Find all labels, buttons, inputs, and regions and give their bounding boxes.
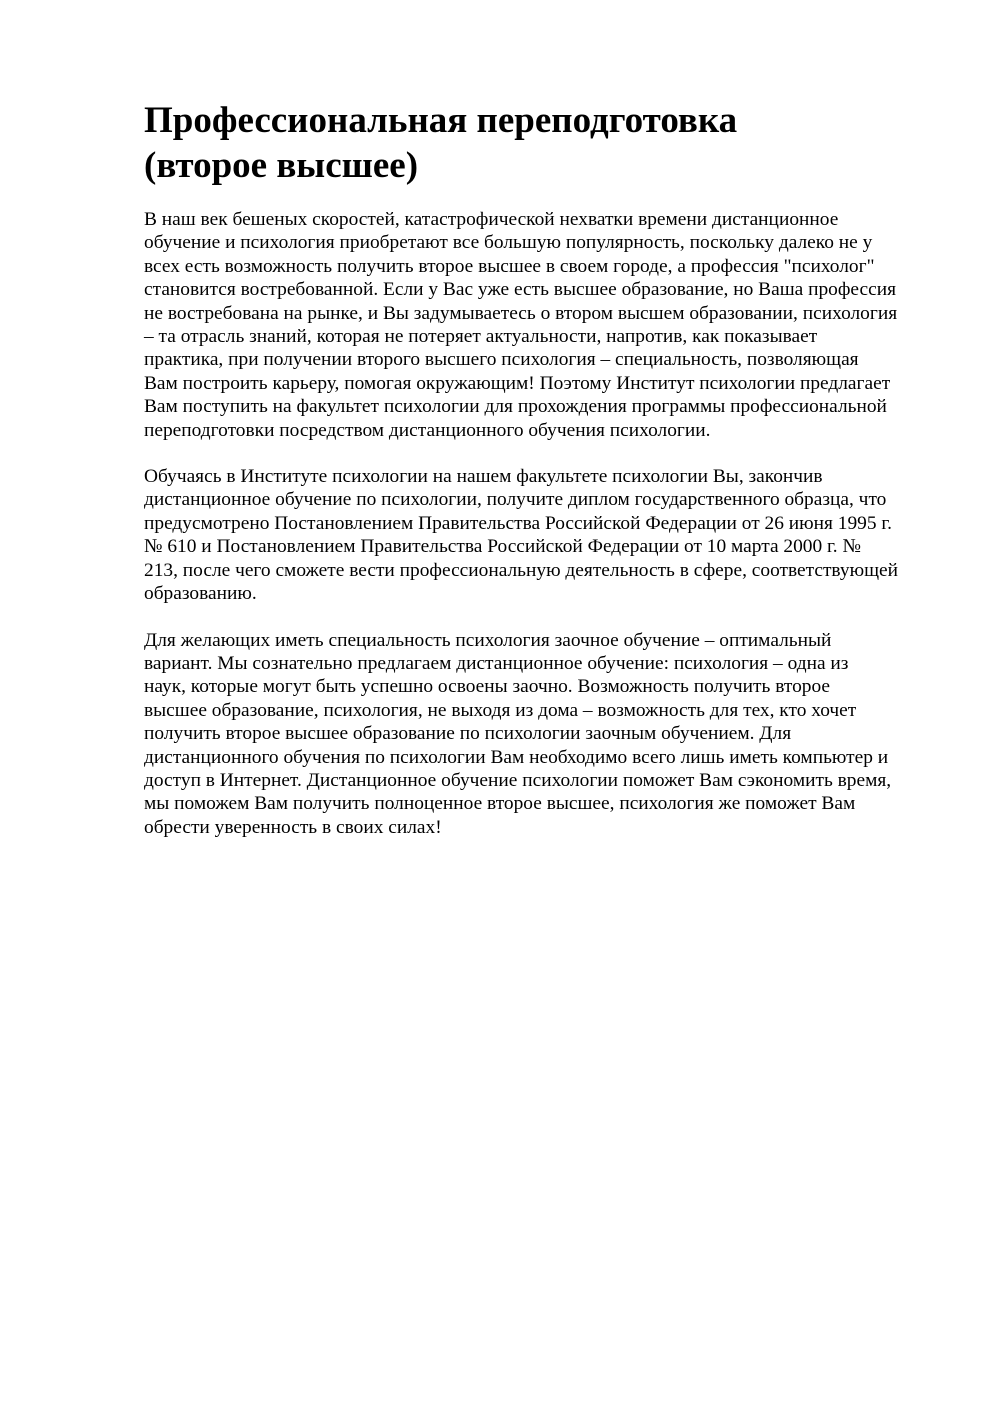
page-title [144,98,944,188]
paragraph-2 [144,465,944,605]
text-line: 213, после чего сможете вести профессиональную деятельность в сфере, соответствующей [144,559,899,581]
text-line: всех есть возможность получить второе высшее в своем городе, а профессия "психолог" [144,255,875,277]
text-line: Для желающих иметь специальность психология заочное обучение – оптимальный [144,629,832,651]
text-line: предусмотрено Постановлением Правительства Российской Федерации от 26 июня 1995 г. [144,512,893,534]
text-line: Вам поступить на факультет психологии для прохождения программы профессиональной [144,396,887,418]
paragraph-3 [144,629,944,840]
text-line: доступ в Интернет. Дистанционное обучение психологии поможет Вам сэкономить время, [144,769,892,791]
text-line: – та отрасль знаний, которая не потеряет актуальности, напротив, как показывает [144,326,818,348]
title-line: (второе высшее) [144,145,419,186]
text-line: вариант. Мы сознательно предлагаем дистанционное обучение: психология – одна из [144,652,849,674]
text-line: образованию. [144,583,257,605]
text-line: наук, которые могут быть успешно освоены заочно. Возможность получить второе [144,676,831,698]
title-line: Профессиональная переподготовка [144,100,738,141]
text-line: дистанционное обучение по психологии, получите диплом государственного образца, что [144,489,887,511]
text-line: переподготовки посредством дистанционного обучения психологии. [144,419,711,441]
text-line: В наш век бешеных скоростей, катастрофической нехватки времени дистанционное [144,209,839,230]
text-line: дистанционного обучения по психологии Вам необходимо всего лишь иметь компьютер и [144,746,889,768]
text-line: Вам построить карьеру, помогая окружающим! Поэтому Институт психологии предлагает [144,372,891,394]
text-line: обрести уверенность в своих силах! [144,816,442,838]
text-line: получить второе высшее образование по психологии заочным обучением. Для [144,723,792,745]
text-line: Обучаясь в Институте психологии на нашем факультете психологии Вы, закончив [144,466,823,488]
document-page [144,98,944,862]
text-line: не востребована на рынке, и Вы задумываетесь о втором высшем образовании, психология [144,302,898,324]
text-line: становится востребованной. Если у Вас уже есть высшее образование, но Ваша профессия [144,279,897,301]
text-line: высшее образование, психология, не выходя из дома – возможность для тех, кто хочет [144,699,857,721]
text-line: мы поможем Вам получить полноценное второе высшее, психология же поможет Вам [144,793,856,815]
text-line: обучение и психология приобретают все большую популярность, поскольку далеко не у [144,232,873,254]
text-line: № 610 и Постановлением Правительства Российской Федерации от 10 марта 2000 г. № [144,536,861,558]
text-line: практика, при получении второго высшего психология – специальность, позволяющая [144,349,859,371]
paragraph-1 [144,208,944,442]
